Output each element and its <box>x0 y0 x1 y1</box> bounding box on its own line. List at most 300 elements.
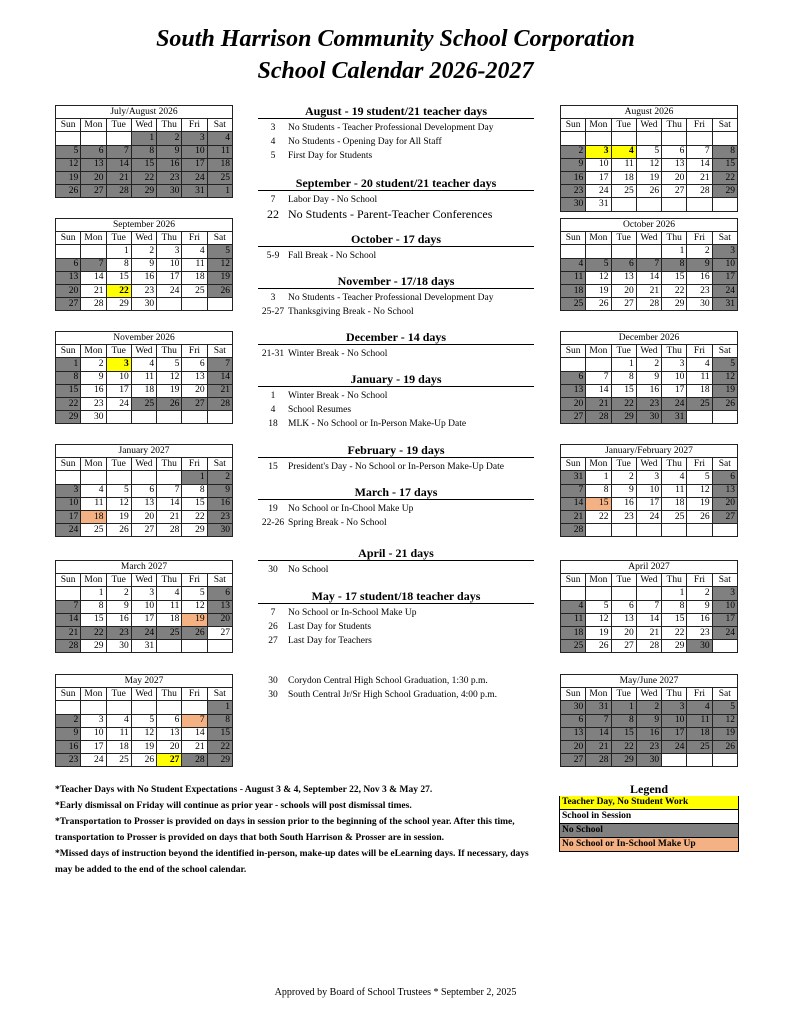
day-cell <box>56 245 81 258</box>
day-cell: 1 <box>81 587 106 600</box>
day-cell <box>56 587 81 600</box>
day-cell: 3 <box>131 587 156 600</box>
day-cell: 4 <box>207 132 232 145</box>
day-cell: 14 <box>81 271 106 284</box>
day-cell: 1 <box>131 132 156 145</box>
day-cell: 5 <box>712 358 737 371</box>
weekday-header: Tue <box>106 232 131 245</box>
day-cell: 21 <box>636 284 661 297</box>
day-cell: 9 <box>687 258 712 271</box>
day-cell: 7 <box>636 600 661 613</box>
day-cell: 12 <box>56 158 81 171</box>
day-cell <box>712 754 737 767</box>
day-cell: 9 <box>81 371 106 384</box>
day-cell: 23 <box>207 510 232 523</box>
day-cell: 25 <box>207 171 232 184</box>
day-cell: 24 <box>712 626 737 639</box>
day-cell: 13 <box>662 158 687 171</box>
month-events <box>258 485 534 530</box>
day-cell: 21 <box>81 284 106 297</box>
day-cell: 17 <box>586 171 611 184</box>
weekday-header: Fri <box>182 345 207 358</box>
day-cell: 15 <box>586 497 611 510</box>
event-text: School Resumes <box>288 405 352 416</box>
event-text: Labor Day - No School <box>288 195 378 205</box>
day-cell: 24 <box>662 740 687 753</box>
event-date: 27 <box>268 636 278 647</box>
day-cell: 22 <box>712 171 737 184</box>
day-cell: 19 <box>56 171 81 184</box>
day-cell: 5 <box>712 701 737 714</box>
weekday-header: Mon <box>81 574 106 587</box>
month-events-title: January - 19 days <box>258 372 534 387</box>
day-cell: 30 <box>636 754 661 767</box>
day-cell: 8 <box>56 371 81 384</box>
day-cell: 30 <box>687 298 712 311</box>
day-cell: 21 <box>56 626 81 639</box>
month-calendar <box>55 560 233 653</box>
event-row <box>258 149 534 163</box>
day-cell: 22 <box>662 626 687 639</box>
day-cell <box>182 298 207 311</box>
day-cell: 1 <box>207 701 232 714</box>
day-cell: 22 <box>81 626 106 639</box>
month-calendar <box>55 444 233 537</box>
event-date: 22 <box>267 207 279 222</box>
day-cell: 8 <box>182 484 207 497</box>
note: *Missed days of instruction beyond the identified in-person, make-up dates will be eLearning days. If necessary, days may be added to the end of the school calendar. <box>55 849 529 875</box>
day-cell: 12 <box>157 371 182 384</box>
weekday-header: Sat <box>207 119 232 132</box>
month-calendar <box>55 218 233 311</box>
event-date: 22-26 <box>261 518 285 529</box>
day-cell: 3 <box>182 132 207 145</box>
day-cell <box>106 471 131 484</box>
legend-item-in-session: School in Session <box>559 810 739 824</box>
day-cell: 29 <box>106 298 131 311</box>
day-cell: 19 <box>182 613 207 626</box>
event-row <box>258 193 534 207</box>
day-cell: 23 <box>687 284 712 297</box>
day-cell <box>561 587 586 600</box>
day-cell: 3 <box>662 701 687 714</box>
day-cell: 16 <box>611 497 636 510</box>
event-text: Thanksgiving Break - No School <box>288 307 414 318</box>
day-cell: 23 <box>106 626 131 639</box>
month-events <box>258 104 534 164</box>
event-text: No Students - Teacher Professional Development Day <box>288 293 494 303</box>
weekday-header: Fri <box>687 574 712 587</box>
day-cell: 4 <box>662 471 687 484</box>
day-cell: 15 <box>106 271 131 284</box>
day-cell: 6 <box>662 145 687 158</box>
weekday-header: Sun <box>561 458 586 471</box>
day-cell <box>586 587 611 600</box>
day-cell: 16 <box>81 384 106 397</box>
day-cell: 17 <box>712 271 737 284</box>
day-cell: 5 <box>636 145 661 158</box>
weekday-header: Fri <box>182 458 207 471</box>
day-cell: 4 <box>687 358 712 371</box>
month-calendar <box>560 444 738 537</box>
day-cell: 3 <box>662 358 687 371</box>
weekday-header: Sat <box>712 119 737 132</box>
day-cell: 17 <box>662 727 687 740</box>
day-cell: 9 <box>106 600 131 613</box>
weekday-header: Thu <box>662 345 687 358</box>
day-cell: 16 <box>157 158 182 171</box>
day-cell: 12 <box>687 484 712 497</box>
day-cell <box>662 198 687 211</box>
day-cell: 19 <box>636 171 661 184</box>
day-cell: 19 <box>207 271 232 284</box>
event-row <box>258 688 534 702</box>
day-cell: 18 <box>687 727 712 740</box>
day-cell: 22 <box>56 397 81 410</box>
day-cell <box>561 358 586 371</box>
day-cell: 7 <box>182 714 207 727</box>
day-cell <box>662 132 687 145</box>
month-caption: October 2026 <box>561 219 738 232</box>
day-cell: 13 <box>157 727 182 740</box>
day-cell: 30 <box>636 411 661 424</box>
day-cell: 10 <box>131 600 156 613</box>
weekday-header: Wed <box>131 345 156 358</box>
day-cell: 10 <box>636 484 661 497</box>
month-caption: March 2027 <box>56 561 233 574</box>
weekday-header: Tue <box>611 232 636 245</box>
day-cell: 28 <box>56 640 81 653</box>
event-row <box>258 389 534 403</box>
day-cell: 4 <box>561 600 586 613</box>
weekday-header: Tue <box>106 688 131 701</box>
month-events-title: May - 17 student/18 teacher days <box>258 589 534 604</box>
day-cell: 7 <box>56 600 81 613</box>
event-text: Last Day for Teachers <box>288 636 372 647</box>
day-cell <box>712 198 737 211</box>
event-date: 18 <box>268 419 278 430</box>
day-cell: 6 <box>207 587 232 600</box>
day-cell: 8 <box>611 371 636 384</box>
weekday-header: Mon <box>81 688 106 701</box>
event-text: Winter Break - No School <box>288 349 388 359</box>
day-cell: 29 <box>131 185 156 198</box>
day-cell: 14 <box>586 384 611 397</box>
event-text: President's Day - No School or In-Person Make-Up Date <box>288 462 504 472</box>
day-cell: 18 <box>207 158 232 171</box>
day-cell: 5 <box>687 471 712 484</box>
day-cell: 11 <box>561 271 586 284</box>
day-cell: 27 <box>157 754 182 767</box>
event-text: Winter Break - No School <box>288 391 388 401</box>
day-cell <box>157 701 182 714</box>
day-cell: 1 <box>207 185 232 198</box>
event-date: 5 <box>270 151 276 162</box>
day-cell: 11 <box>81 497 106 510</box>
weekday-header: Wed <box>636 688 661 701</box>
month-calendar <box>560 218 738 311</box>
day-cell: 12 <box>712 371 737 384</box>
event-date: 3 <box>270 293 276 303</box>
event-row <box>258 347 534 361</box>
weekday-header: Wed <box>636 232 661 245</box>
day-cell: 9 <box>636 714 661 727</box>
day-cell <box>687 132 712 145</box>
weekday-header: Fri <box>687 458 712 471</box>
day-cell: 21 <box>687 171 712 184</box>
weekday-header: Thu <box>157 688 182 701</box>
event-row <box>258 207 534 221</box>
day-cell: 26 <box>182 626 207 639</box>
day-cell: 19 <box>157 384 182 397</box>
event-row <box>258 249 534 263</box>
weekday-header: Sat <box>207 232 232 245</box>
weekday-header: Thu <box>157 458 182 471</box>
month-caption: August 2026 <box>561 106 738 119</box>
day-cell: 17 <box>157 271 182 284</box>
day-cell: 3 <box>712 587 737 600</box>
day-cell: 15 <box>712 158 737 171</box>
day-cell: 7 <box>157 484 182 497</box>
day-cell <box>182 701 207 714</box>
day-cell: 10 <box>712 600 737 613</box>
day-cell: 18 <box>611 171 636 184</box>
day-cell: 15 <box>662 613 687 626</box>
day-cell: 29 <box>712 185 737 198</box>
day-cell: 6 <box>131 484 156 497</box>
day-cell: 27 <box>81 185 106 198</box>
day-cell: 13 <box>182 371 207 384</box>
day-cell <box>586 358 611 371</box>
day-cell: 12 <box>586 613 611 626</box>
weekday-header: Mon <box>586 688 611 701</box>
weekday-header: Thu <box>157 345 182 358</box>
weekday-header: Sat <box>207 458 232 471</box>
day-cell: 17 <box>182 158 207 171</box>
day-cell: 9 <box>561 158 586 171</box>
weekday-header: Sun <box>561 688 586 701</box>
day-cell: 17 <box>106 384 131 397</box>
day-cell: 8 <box>586 484 611 497</box>
day-cell: 23 <box>687 626 712 639</box>
day-cell <box>182 411 207 424</box>
day-cell: 14 <box>687 158 712 171</box>
day-cell <box>81 701 106 714</box>
weekday-header: Sun <box>56 574 81 587</box>
day-cell: 16 <box>131 271 156 284</box>
day-cell: 10 <box>157 258 182 271</box>
day-cell: 28 <box>157 524 182 537</box>
event-row <box>258 516 534 530</box>
day-cell <box>611 198 636 211</box>
day-cell <box>131 411 156 424</box>
weekday-header: Sat <box>207 574 232 587</box>
event-date: 30 <box>268 690 278 701</box>
day-cell: 31 <box>182 185 207 198</box>
day-cell: 10 <box>662 371 687 384</box>
day-cell: 9 <box>157 145 182 158</box>
day-cell: 24 <box>56 524 81 537</box>
weekday-header: Sun <box>56 232 81 245</box>
day-cell: 29 <box>662 640 687 653</box>
event-date: 1 <box>270 391 276 401</box>
day-cell: 23 <box>157 171 182 184</box>
day-cell: 4 <box>157 587 182 600</box>
day-cell <box>636 132 661 145</box>
weekday-header: Mon <box>81 458 106 471</box>
day-cell: 4 <box>561 258 586 271</box>
day-cell: 27 <box>56 298 81 311</box>
day-cell: 27 <box>131 524 156 537</box>
day-cell: 5 <box>586 600 611 613</box>
day-cell: 11 <box>131 371 156 384</box>
day-cell: 7 <box>687 145 712 158</box>
month-calendar <box>560 105 738 212</box>
day-cell: 23 <box>636 397 661 410</box>
day-cell: 15 <box>56 384 81 397</box>
day-cell: 22 <box>182 510 207 523</box>
event-date: 30 <box>268 565 278 575</box>
day-cell: 22 <box>131 171 156 184</box>
day-cell: 12 <box>106 497 131 510</box>
day-cell: 6 <box>712 471 737 484</box>
day-cell: 15 <box>131 158 156 171</box>
weekday-header: Fri <box>182 232 207 245</box>
day-cell <box>207 298 232 311</box>
day-cell: 27 <box>611 640 636 653</box>
day-cell: 2 <box>636 358 661 371</box>
weekday-header: Mon <box>586 232 611 245</box>
legend-item-teacher-day: Teacher Day, No Student Work <box>559 796 739 810</box>
day-cell: 12 <box>586 271 611 284</box>
day-cell: 18 <box>662 497 687 510</box>
day-cell: 10 <box>106 371 131 384</box>
day-cell: 26 <box>207 284 232 297</box>
day-cell: 7 <box>81 258 106 271</box>
weekday-header: Thu <box>662 458 687 471</box>
day-cell: 14 <box>106 158 131 171</box>
day-cell: 1 <box>662 245 687 258</box>
month-events <box>258 232 534 263</box>
day-cell <box>636 245 661 258</box>
day-cell: 14 <box>207 371 232 384</box>
day-cell: 27 <box>712 510 737 523</box>
day-cell: 16 <box>636 727 661 740</box>
day-cell: 25 <box>157 626 182 639</box>
weekday-header: Thu <box>157 119 182 132</box>
day-cell: 12 <box>131 727 156 740</box>
day-cell: 20 <box>56 284 81 297</box>
day-cell: 22 <box>662 284 687 297</box>
day-cell: 30 <box>687 640 712 653</box>
notes <box>55 782 545 878</box>
weekday-header: Wed <box>131 574 156 587</box>
weekday-header: Tue <box>106 458 131 471</box>
day-cell <box>636 198 661 211</box>
weekday-header: Sat <box>712 458 737 471</box>
weekday-header: Tue <box>611 345 636 358</box>
month-calendar <box>55 105 233 198</box>
day-cell: 11 <box>687 371 712 384</box>
day-cell: 31 <box>586 701 611 714</box>
weekday-header: Sat <box>207 345 232 358</box>
day-cell: 3 <box>81 714 106 727</box>
weekday-header: Wed <box>636 458 661 471</box>
month-events-title: September - 20 student/21 teacher days <box>258 176 534 191</box>
day-cell <box>106 411 131 424</box>
day-cell: 24 <box>81 754 106 767</box>
day-cell <box>636 524 661 537</box>
weekday-header: Mon <box>81 345 106 358</box>
weekday-header: Fri <box>687 688 712 701</box>
legend-item-no-school: No School <box>559 824 739 838</box>
day-cell: 16 <box>207 497 232 510</box>
day-cell: 12 <box>712 714 737 727</box>
day-cell <box>106 132 131 145</box>
weekday-header: Sun <box>56 345 81 358</box>
day-cell <box>56 701 81 714</box>
day-cell: 18 <box>81 510 106 523</box>
page-title-line1: South Harrison Community School Corporation <box>156 26 635 52</box>
day-cell: 8 <box>611 714 636 727</box>
weekday-header: Thu <box>662 119 687 132</box>
weekday-header: Mon <box>81 119 106 132</box>
day-cell: 28 <box>586 754 611 767</box>
day-cell: 1 <box>56 358 81 371</box>
day-cell: 6 <box>611 258 636 271</box>
event-row <box>258 135 534 149</box>
day-cell: 21 <box>106 171 131 184</box>
day-cell: 6 <box>157 714 182 727</box>
event-text: Spring Break - No School <box>288 518 387 529</box>
day-cell: 16 <box>561 171 586 184</box>
day-cell: 27 <box>611 298 636 311</box>
day-cell: 22 <box>586 510 611 523</box>
day-cell: 30 <box>81 411 106 424</box>
day-cell: 13 <box>712 484 737 497</box>
event-date: 7 <box>270 608 276 618</box>
event-row <box>258 674 534 688</box>
day-cell: 28 <box>586 411 611 424</box>
day-cell: 15 <box>611 727 636 740</box>
weekday-header: Fri <box>182 688 207 701</box>
weekday-header: Thu <box>157 232 182 245</box>
day-cell: 30 <box>106 640 131 653</box>
day-cell: 28 <box>182 754 207 767</box>
day-cell: 13 <box>81 158 106 171</box>
event-row <box>258 305 534 319</box>
day-cell: 20 <box>81 171 106 184</box>
weekday-header: Tue <box>106 345 131 358</box>
month-events-title: October - 17 days <box>258 232 534 247</box>
day-cell: 20 <box>131 510 156 523</box>
day-cell: 2 <box>611 471 636 484</box>
day-cell: 18 <box>131 384 156 397</box>
event-row <box>258 460 534 474</box>
day-cell: 20 <box>182 384 207 397</box>
day-cell: 8 <box>712 145 737 158</box>
day-cell: 30 <box>207 524 232 537</box>
day-cell: 3 <box>712 245 737 258</box>
month-events-title: December - 14 days <box>258 330 534 345</box>
day-cell: 8 <box>662 600 687 613</box>
event-text: No Students - Opening Day for All Staff <box>288 137 442 148</box>
weekday-header: Wed <box>636 574 661 587</box>
weekday-header: Sun <box>56 119 81 132</box>
weekday-header: Tue <box>611 119 636 132</box>
day-cell: 23 <box>56 754 81 767</box>
day-cell: 14 <box>56 613 81 626</box>
